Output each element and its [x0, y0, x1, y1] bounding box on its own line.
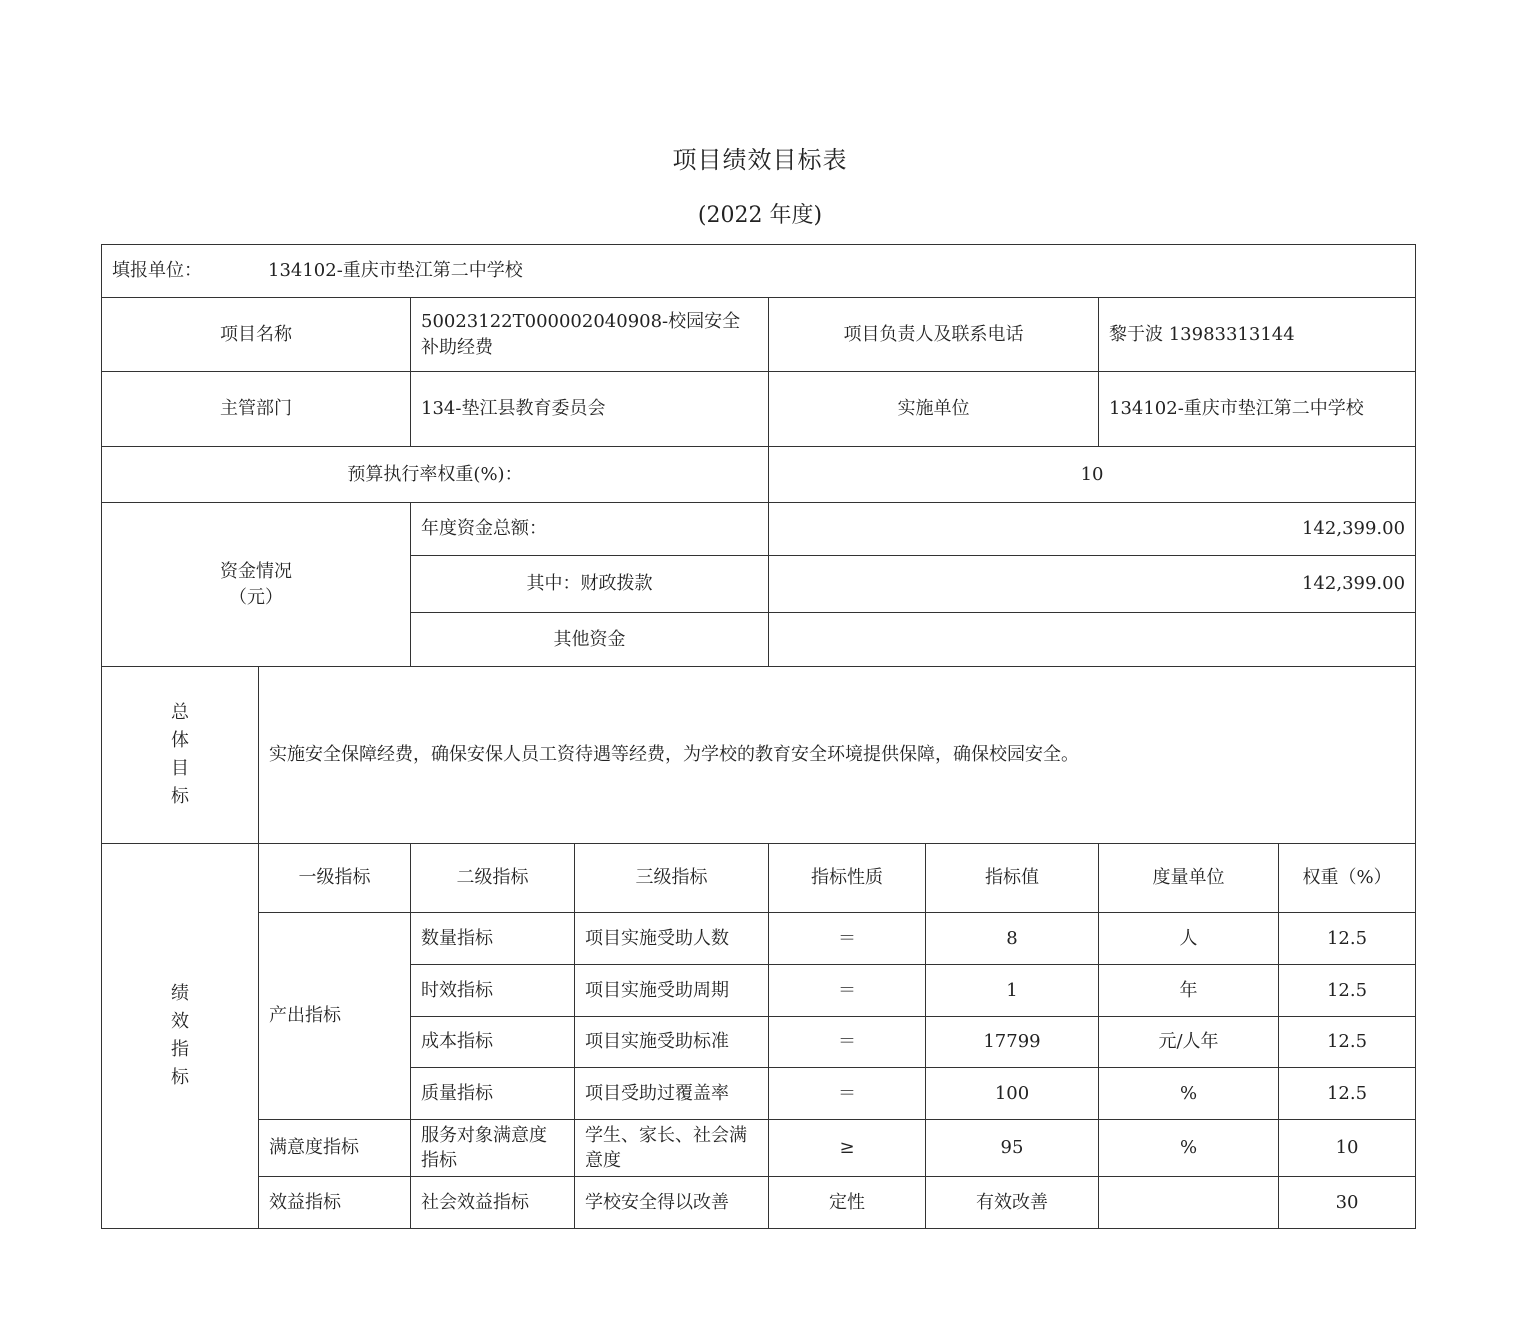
funds-label-line1: 资金情况: [220, 561, 292, 583]
unit-cell: %: [1099, 1120, 1279, 1177]
level2-cell: 服务对象满意度指标: [411, 1120, 575, 1177]
weight-cell: 10: [1279, 1120, 1416, 1177]
weight-cell: 12.5: [1279, 913, 1416, 965]
funds-total-label: 年度资金总额：: [411, 503, 769, 556]
value-cell: 有效改善: [926, 1177, 1099, 1229]
table-row: [102, 1120, 1416, 1177]
nature-cell: ＝: [769, 1068, 926, 1120]
reporting-unit-value: 134102-重庆市垫江第二中学校: [268, 260, 523, 282]
level3-cell: 项目实施受助周期: [575, 965, 769, 1017]
indicators-label-char: 指: [171, 1039, 189, 1060]
unit-cell: 人: [1099, 913, 1279, 965]
level2-cell: 社会效益指标: [411, 1177, 575, 1229]
header-level1: 一级指标: [259, 844, 411, 913]
overall-goal-char: 目: [171, 758, 189, 779]
nature-cell: ＝: [769, 965, 926, 1017]
level2-cell: 成本指标: [411, 1017, 575, 1068]
value-cell: 100: [926, 1068, 1099, 1120]
project-name-row: [102, 298, 1416, 372]
nature-cell: ≥: [769, 1120, 926, 1177]
weight-cell: 12.5: [1279, 1017, 1416, 1068]
budget-weight-value: 10: [769, 447, 1416, 503]
level3-cell: 项目实施受助标准: [575, 1017, 769, 1068]
indicators-label-char: 标: [171, 1067, 189, 1088]
overall-goal-char: 体: [171, 730, 189, 751]
impl-unit-label: 实施单位: [769, 372, 1099, 447]
overall-goal-char: 总: [171, 702, 189, 723]
nature-cell: ＝: [769, 913, 926, 965]
nature-cell: 定性: [769, 1177, 926, 1229]
header-weight: 权重（%）: [1279, 844, 1416, 913]
level2-cell: 数量指标: [411, 913, 575, 965]
header-level2: 二级指标: [411, 844, 575, 913]
page-title: 项目绩效目标表: [672, 146, 848, 174]
funds-other-label: 其他资金: [411, 613, 769, 667]
overall-goal-label: [102, 667, 259, 844]
funds-label-line2: （元）: [229, 586, 283, 608]
funds-fiscal-value: 142,399.00: [769, 556, 1416, 613]
reporting-unit-row: [102, 245, 1416, 298]
header-value: 指标值: [926, 844, 1099, 913]
department-row: [102, 372, 1416, 447]
nature-cell: ＝: [769, 1017, 926, 1068]
impl-unit-value: 134102-重庆市垫江第二中学校: [1099, 372, 1416, 447]
level2-cell: 时效指标: [411, 965, 575, 1017]
funds-total-row: [102, 503, 1416, 556]
value-cell: 1: [926, 965, 1099, 1017]
reporting-unit-cell: [102, 245, 1416, 298]
budget-weight-row: [102, 447, 1416, 503]
funds-total-value: 142,399.00: [769, 503, 1416, 556]
value-cell: 8: [926, 913, 1099, 965]
page-subtitle-year: (2022 年度): [697, 203, 823, 228]
level2-cell: 质量指标: [411, 1068, 575, 1120]
funds-other-value: [769, 613, 1416, 667]
unit-cell: 元/人年: [1099, 1017, 1279, 1068]
funds-label: [102, 503, 411, 667]
weight-cell: 12.5: [1279, 965, 1416, 1017]
project-contact-value: 黎于波 13983313144: [1099, 298, 1416, 372]
output-group-label: 产出指标: [259, 913, 411, 1120]
level3-cell: 项目受助过覆盖率: [575, 1068, 769, 1120]
performance-target-table: [101, 244, 1416, 1229]
dept-label: 主管部门: [102, 372, 411, 447]
indicators-label-char: 绩: [171, 983, 189, 1004]
level3-cell: 项目实施受助人数: [575, 913, 769, 965]
header-nature: 指标性质: [769, 844, 926, 913]
overall-goal-text: 实施安全保障经费，确保安保人员工资待遇等经费，为学校的教育安全环境提供保障，确保校园安全。: [259, 667, 1416, 844]
reporting-unit-label: 填报单位：: [112, 260, 202, 282]
level3-cell: 学校安全得以改善: [575, 1177, 769, 1229]
table-row: [102, 913, 1416, 965]
weight-cell: 12.5: [1279, 1068, 1416, 1120]
table-row: [102, 1177, 1416, 1229]
dept-value: 134-垫江县教育委员会: [411, 372, 769, 447]
funds-fiscal-label: 其中：财政拨款: [411, 556, 769, 613]
unit-cell: %: [1099, 1068, 1279, 1120]
overall-goal-char: 标: [171, 786, 189, 807]
level3-cell: 学生、家长、社会满意度: [575, 1120, 769, 1177]
value-cell: 95: [926, 1120, 1099, 1177]
level1-cell: 满意度指标: [259, 1120, 411, 1177]
project-name-value: 50023122T000002040908-校园安全补助经费: [411, 298, 769, 372]
weight-cell: 30: [1279, 1177, 1416, 1229]
header-unit: 度量单位: [1099, 844, 1279, 913]
budget-weight-label: 预算执行率权重(%)：: [102, 447, 769, 503]
value-cell: 17799: [926, 1017, 1099, 1068]
indicators-label-char: 效: [171, 1011, 189, 1032]
project-contact-label: 项目负责人及联系电话: [769, 298, 1099, 372]
indicators-label: [102, 844, 259, 1229]
unit-cell: 年: [1099, 965, 1279, 1017]
unit-cell: [1099, 1177, 1279, 1229]
indicator-header-row: [102, 844, 1416, 913]
header-level3: 三级指标: [575, 844, 769, 913]
project-name-label: 项目名称: [102, 298, 411, 372]
overall-goal-row: [102, 667, 1416, 844]
level1-cell: 效益指标: [259, 1177, 411, 1229]
